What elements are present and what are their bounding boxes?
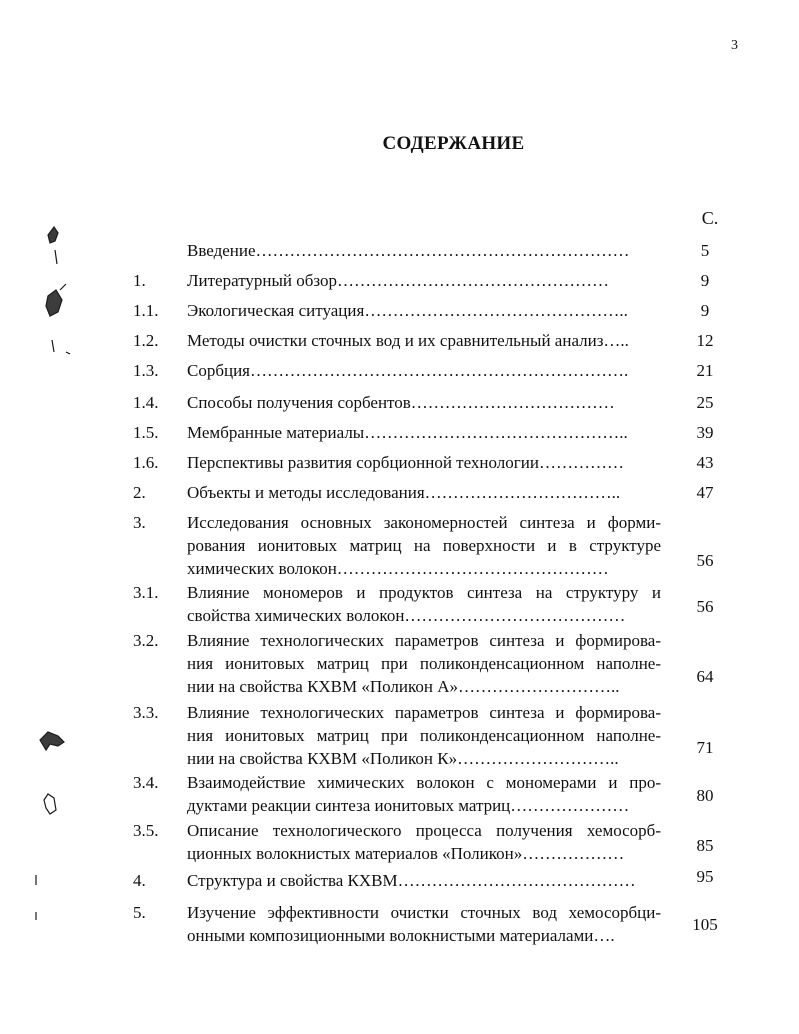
toc-entry-number: 1.1. [133,301,159,320]
toc-entry-title-line: рования ионитовых матриц на поверхности и в структуре [187,536,661,555]
toc-entry-title [187,581,661,627]
toc-entry-title [187,771,661,817]
toc-entry-title-line: Описание технологического процесса получения хемосорб- [187,821,661,840]
toc-entry-title-line: нии на свойства КХВМ «Поликон К»……………………….. [187,749,619,768]
toc-entry-title [187,421,661,444]
toc-entry-title [187,269,661,292]
toc-entry-page: 5 [700,241,710,260]
toc-entry-page: 85 [696,836,714,855]
toc-entry-title [187,481,661,504]
toc-entry-number: 3.4. [133,773,159,792]
scan-speck [66,352,70,354]
toc-entry-title-line: ционных волокнистых материалов «Поликон»……………… [187,844,625,863]
toc-entry-number: 5. [133,903,146,922]
toc-entry-title-line: ния ионитовых матриц при поликонденсационном наполне- [187,654,661,673]
toc-entry-page: 64 [696,667,714,686]
scan-speck [40,732,64,750]
toc-entry-title-line: Исследования основных закономерностей синтеза и форми- [187,513,661,532]
toc-entry-page: 80 [696,786,714,805]
toc-entry-title [187,391,661,414]
toc-entry-page: 25 [696,393,714,412]
toc-entry-number: 3. [133,513,146,532]
page-number: 3 [731,38,738,53]
toc-entry-title-line: Влияние технологических параметров синтеза и формирова- [187,631,661,650]
toc-entry-title-line: Структура и свойства КХВМ…………………………………… [187,871,636,890]
scan-speck [55,250,57,264]
toc-entry-title-line: Литературный обзор………………………………………… [187,271,610,290]
toc-entry-title-line: Влияние технологических параметров синтеза и формирова- [187,703,661,722]
page-column-header: С. [701,208,719,228]
toc-entry-title-line: Перспективы развития сорбционной технологии…………… [187,453,624,472]
toc-entry-number: 3.1. [133,583,159,602]
toc-entry-number: 1.4. [133,393,159,412]
toc-entry-title [187,329,661,352]
toc-entry-title-line: Экологическая ситуация……………………………………….. [187,301,628,320]
toc-entry-title [187,299,661,322]
toc-entry-page: 9 [700,301,710,320]
toc-entry-page: 95 [696,867,714,886]
scan-speck [44,794,56,814]
toc-entry-page: 9 [700,271,710,290]
toc-entry-title-line: Способы получения сорбентов……………………………… [187,393,615,412]
toc-entry-title-line: Взаимодействие химических волокон с мономерами и про- [187,773,661,792]
toc-entry-number: 1.2. [133,331,159,350]
toc-entry-number: 3.3. [133,703,159,722]
scan-speck [48,227,58,243]
toc-entry-page: 39 [696,423,714,442]
toc-entry-number: 3.5. [133,821,159,840]
toc-entry-number: 2. [133,483,146,502]
toc-entry-title-line: Мембранные материалы……………………………………….. [187,423,628,442]
toc-entry-title-line: Объекты и методы исследования…………………………….. [187,483,621,502]
toc-entry-number: 1.3. [133,361,159,380]
toc-entry-title [187,359,661,382]
toc-entry-title-line: Введение………………………………………………………… [187,241,630,260]
toc-entry-title-line: химических волокон………………………………………… [187,559,609,578]
toc-entry-number: 4. [133,871,146,890]
toc-entry-page: 47 [696,483,714,502]
toc-entry-title [187,819,661,865]
toc-entry-page: 105 [692,915,718,934]
toc-entry-number: 1.5. [133,423,159,442]
toc-entry-title-line: ния ионитовых матриц при поликонденсационном наполне- [187,726,661,745]
toc-entry-page: 56 [696,551,714,570]
toc-entry-page: 71 [696,738,714,757]
toc-entry-title [187,511,661,580]
toc-entry-title [187,239,661,262]
toc-entry-title [187,629,661,698]
toc-entry-title-line: свойства химических волокон………………………………… [187,606,626,625]
toc-entry-title [187,869,661,892]
toc-entry-title-line: Изучение эффективности очистки сточных вод хемосорбци- [187,903,661,922]
toc-entry-title [187,901,661,947]
toc-entry-page: 12 [696,331,714,350]
scan-speck [52,340,54,352]
page-title: СОДЕРЖАНИЕ [382,133,525,154]
toc-entry-title-line: Сорбция…………………………………………………………. [187,361,629,380]
toc-entry-title-line: Методы очистки сточных вод и их сравнительный анализ….. [187,331,629,350]
toc-entry-number: 3.2. [133,631,159,650]
toc-entry-page: 56 [696,597,714,616]
toc-entry-title [187,701,661,770]
toc-entry-title-line: нии на свойства КХВМ «Поликон А»……………………….. [187,677,620,696]
scan-speck [60,284,66,290]
toc-entry-page: 43 [696,453,714,472]
toc-entry-title-line: онными композиционными волокнистыми материалами…. [187,926,615,945]
toc-entry-title-line: Влияние мономеров и продуктов синтеза на структуру и [187,583,661,602]
toc-entry-number: 1. [133,271,146,290]
toc-entry-title-line: дуктами реакции синтеза ионитовых матриц………………… [187,796,630,815]
toc-entry-page: 21 [696,361,714,380]
toc-entry-number: 1.6. [133,453,159,472]
toc-entry-title [187,451,661,474]
scan-speck [46,290,62,316]
